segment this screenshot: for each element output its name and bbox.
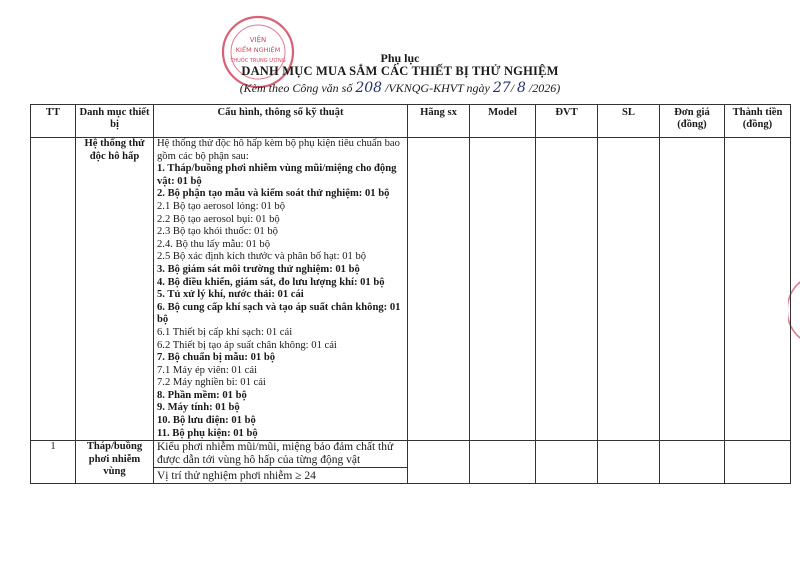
spec-line: 4. Bộ điều khiển, giám sát, đo lưu lượng khí: 01 bộ <box>157 276 385 288</box>
spec-line: 7.2 Máy nghiền bi: 01 cái <box>157 377 266 389</box>
col-spec: Cấu hình, thông số kỹ thuật <box>154 105 408 138</box>
svg-text:VIỆN: VIỆN <box>249 36 267 44</box>
svg-text:KIỂM NGHIỆM: KIỂM NGHIỆM <box>235 46 281 54</box>
spec-line: 8. Phần mềm: 01 bộ <box>157 389 247 401</box>
spec-line: 6. Bộ cung cấp khí sạch và tạo áp suất chân không: 01 bộ <box>157 301 401 326</box>
row-number: 1 <box>31 441 76 484</box>
row-spec <box>154 138 408 441</box>
header-row <box>31 105 791 138</box>
ref-number: 208 <box>355 80 383 96</box>
table-row <box>31 441 791 484</box>
row-spec <box>154 441 408 484</box>
spec-line: 2.5 Bộ xác định kích thước và phân bố hạt: 01 bộ <box>157 251 367 263</box>
appendix-title: Phụ lục <box>380 51 420 65</box>
list-title: DANH MỤC MUA SẮM CÁC THIẾT BỊ THỬ NGHIỆM <box>241 64 559 78</box>
col-total: Thành tiền (đồng) <box>725 105 791 138</box>
spec-line: 11. Bộ phụ kiện: 01 bộ <box>157 427 258 439</box>
spec-line: 9. Máy tính: 01 bộ <box>157 402 240 414</box>
row-unit-price <box>660 441 725 484</box>
col-quantity: SL <box>598 105 660 138</box>
row-manufacturer <box>408 441 470 484</box>
row-model <box>470 138 536 441</box>
spec-line: 2. Bộ phận tạo mẫu và kiểm soát thử nghiệm: 01 bộ <box>157 188 390 200</box>
svg-text:THUỐC TRUNG ƯƠNG: THUỐC TRUNG ƯƠNG <box>230 58 286 64</box>
spec-line: 6.2 Thiết bị tạo áp suất chân không: 01 cái <box>157 339 337 351</box>
spec-line: Hệ thống thử độc hô hấp kèm bộ phụ kiện tiêu chuẩn bao gồm các bộ phận sau: <box>157 138 400 162</box>
col-manufacturer: Hãng sx <box>408 105 470 138</box>
spec-line: 2.3 Bộ tạo khói thuốc: 01 bộ <box>157 226 278 238</box>
col-unit: ĐVT <box>536 105 598 138</box>
col-model: Model <box>470 105 536 138</box>
spec-line: Vị trí thử nghiệm phơi nhiễm ≥ 24 <box>154 467 407 483</box>
ref-mid: /VKNQG-KHVT ngày <box>385 81 490 95</box>
row-quantity <box>598 441 660 484</box>
ref-year: /2026) <box>528 81 561 95</box>
spec-line: Kiểu phơi nhiễm mũi/mũi, miệng bảo đảm chất thử được dẫn tới vùng hô hấp của từng động vật <box>157 441 394 467</box>
col-category: Danh mục thiết bị <box>76 105 154 138</box>
row-total <box>725 441 791 484</box>
col-unit-price: Đơn giá (đồng) <box>660 105 725 138</box>
row-manufacturer <box>408 138 470 441</box>
row-category: Hệ thống thử độc hô hấp <box>76 138 154 441</box>
reference-line <box>0 80 800 96</box>
col-tt: TT <box>31 105 76 138</box>
spec-line: 3. Bộ giám sát môi trường thử nghiệm: 01 bộ <box>157 263 360 275</box>
row-number <box>31 138 76 441</box>
ref-day: 27 <box>492 80 511 96</box>
row-unit <box>536 138 598 441</box>
spec-line: 2.2 Bộ tạo aerosol bụi: 01 bộ <box>157 213 280 225</box>
row-total <box>725 138 791 441</box>
ref-sep: / <box>510 81 515 95</box>
row-unit-price <box>660 138 725 441</box>
ref-prefix: (Kèm theo Công văn số <box>239 81 353 95</box>
spec-line: 6.1 Thiết bị cấp khí sạch: 01 cái <box>157 326 293 338</box>
spec-line: 2.1 Bộ tạo aerosol lỏng: 01 bộ <box>157 200 285 212</box>
spec-line: 5. Tủ xử lý khí, nước thải: 01 cái <box>157 289 304 301</box>
equipment-table <box>30 104 791 484</box>
row-quantity <box>598 138 660 441</box>
table-row <box>31 138 791 441</box>
row-unit <box>536 441 598 484</box>
row-model <box>470 441 536 484</box>
spec-line: 1. Tháp/buồng phơi nhiễm vùng mũi/miệng cho động vật: 01 bộ <box>157 163 397 187</box>
spec-line: 10. Bộ lưu điện: 01 bộ <box>157 415 256 427</box>
spec-line: 2.4. Bộ thu lấy mẫu: 01 bộ <box>157 238 270 250</box>
spec-line: 7. Bộ chuẩn bị mẫu: 01 bộ <box>157 352 276 364</box>
ref-month: 8 <box>517 80 526 96</box>
row-category: Tháp/buồng phơi nhiễm vùng <box>76 441 154 484</box>
spec-line: 7.1 Máy ép viên: 01 cái <box>157 364 258 376</box>
